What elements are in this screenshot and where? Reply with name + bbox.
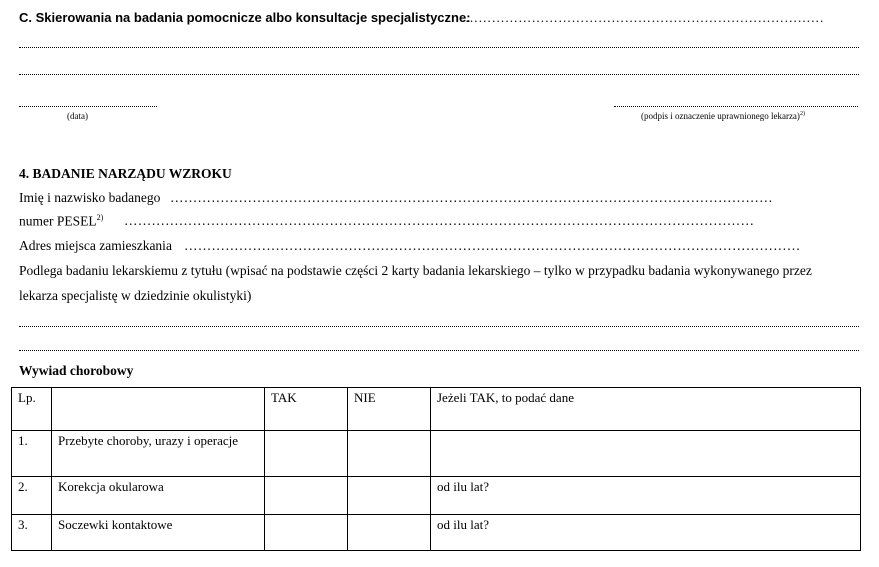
basis-fill-line-2[interactable] — [19, 350, 859, 351]
row-3-nie-cell[interactable] — [348, 515, 431, 551]
row-3-lp: 3. — [12, 515, 52, 551]
pesel-footnote-ref: 2) — [96, 213, 104, 222]
row-3-tak-cell[interactable] — [265, 515, 348, 551]
history-table — [11, 387, 861, 551]
section-c-fill-line-2[interactable] — [19, 74, 859, 75]
row-2-tak-cell[interactable] — [265, 477, 348, 515]
section-4-heading: 4. BADANIE NARZĄDU WZROKU — [19, 166, 232, 181]
row-3-details-cell[interactable]: od ilu lat? — [431, 515, 861, 551]
row-1-details-cell[interactable] — [431, 431, 861, 477]
pesel-field-label — [19, 213, 103, 230]
table-row — [12, 431, 861, 477]
address-field-dots[interactable]: ……………………………………………………………………………………………………………………… — [184, 238, 801, 253]
row-2-details-cell[interactable]: od ilu lat? — [431, 477, 861, 515]
history-heading: Wywiad chorobowy — [19, 363, 134, 378]
basis-text-line-2: lekarza specjalistę w dziedzinie okulistyki) — [19, 288, 252, 303]
row-1-item: Przebyte choroby, urazy i operacje — [52, 431, 265, 477]
table-row — [12, 477, 861, 515]
row-1-tak-cell[interactable] — [265, 431, 348, 477]
section-c-title: C. Skierowania na badania pomocnicze albo konsultacje specjalistyczne: — [19, 10, 471, 25]
row-3-item: Soczewki kontaktowe — [52, 515, 265, 551]
name-field-label: Imię i nazwisko badanego — [19, 190, 161, 205]
header-lp: Lp. — [12, 388, 52, 431]
section-c-fill-line-1[interactable] — [19, 47, 859, 48]
basis-fill-line-1[interactable] — [19, 326, 859, 327]
address-field-label: Adres miejsca zamieszkania — [19, 238, 172, 253]
row-2-nie-cell[interactable] — [348, 477, 431, 515]
date-fill-line[interactable] — [19, 106, 157, 107]
section-c-fill-dots[interactable]: ……………………………………………………………………… — [465, 10, 825, 25]
name-field-dots[interactable]: …………………………………………………………………………………………………………………… — [170, 190, 773, 205]
signature-caption — [641, 111, 805, 121]
pesel-label-text: numer PESEL — [19, 213, 97, 229]
header-details: Jeżeli TAK, to podać dane — [431, 388, 861, 431]
signature-caption-text: (podpis i oznaczenie uprawnionego lekarza) — [641, 111, 800, 121]
header-nie: NIE — [348, 388, 431, 431]
table-row — [12, 515, 861, 551]
row-2-lp: 2. — [12, 477, 52, 515]
history-header-row — [12, 388, 861, 431]
row-2-item: Korekcja okularowa — [52, 477, 265, 515]
basis-text-line-1: Podlega badaniu lekarskiemu z tytułu (wpisać na podstawie części 2 karty badania lekarskiego – tylko w przypadku badania wykonywanego przez — [19, 263, 812, 278]
header-item — [52, 388, 265, 431]
row-1-nie-cell[interactable] — [348, 431, 431, 477]
signature-fill-line[interactable] — [614, 106, 858, 107]
row-1-lp: 1. — [12, 431, 52, 477]
date-caption: (data) — [67, 111, 88, 121]
pesel-field-dots[interactable]: ………………………………………………………………………………………………………………………… — [124, 213, 755, 228]
header-tak: TAK — [265, 388, 348, 431]
signature-footnote-ref: 2) — [799, 111, 805, 117]
